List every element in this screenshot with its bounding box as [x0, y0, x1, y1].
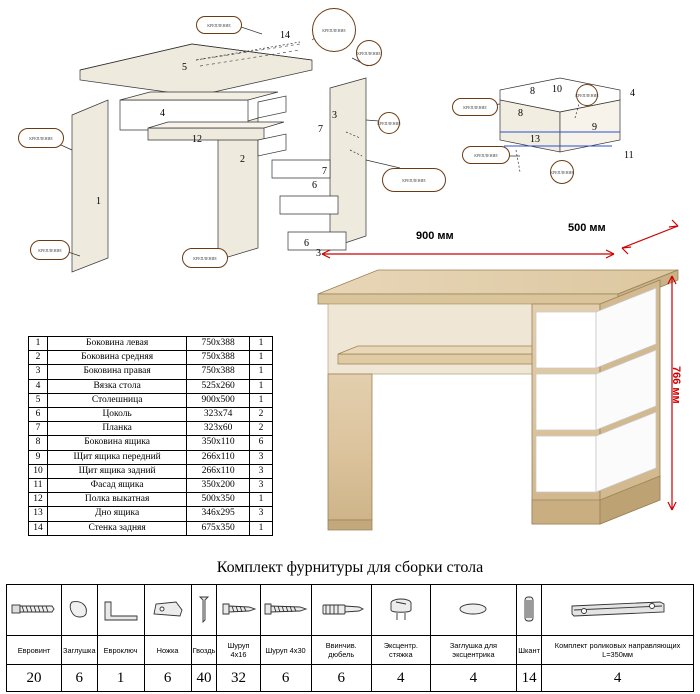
wood-dowel-icon	[517, 585, 542, 636]
part-qty: 3	[250, 450, 273, 464]
kit-title: Комплект фурнитуры для сборки стола	[216, 559, 484, 576]
kit-item-name: Шуруп 4х16	[217, 636, 260, 665]
part-label-7: 7	[318, 124, 323, 135]
part-number: 7	[29, 422, 48, 436]
part-name: Вязка стола	[47, 379, 186, 393]
hardware-callout	[378, 112, 400, 134]
kit-item-qty: 40	[191, 665, 217, 692]
part-label-8b: 8	[530, 86, 535, 97]
part-size: 350х200	[187, 479, 250, 493]
cap-plug-icon	[62, 585, 98, 636]
part-qty: 1	[250, 365, 273, 379]
part-qty: 1	[250, 521, 273, 535]
part-size: 750х388	[187, 365, 250, 379]
kit-item-name: Евровинт	[7, 636, 62, 665]
callout-label: КРЕПЛЕНИЕ	[575, 92, 599, 98]
table-row	[29, 493, 273, 507]
table-row	[29, 521, 273, 535]
part-qty: 3	[250, 464, 273, 478]
part-label-9: 9	[592, 122, 597, 133]
part-qty: 6	[250, 436, 273, 450]
hardware-callout	[382, 168, 446, 192]
part-number: 8	[29, 436, 48, 450]
kit-item-name: Ввинчив. дюбель	[311, 636, 371, 665]
table-row	[29, 479, 273, 493]
kit-item-name: Гвоздь	[191, 636, 217, 665]
kit-names-row	[7, 636, 694, 665]
part-label-6b: 6	[304, 238, 309, 249]
cam-lock-icon	[371, 585, 430, 636]
kit-item-qty: 6	[144, 665, 191, 692]
part-number: 1	[29, 337, 48, 351]
part-size: 750х388	[187, 351, 250, 365]
callout-label: КРЕПЛЕНИЕ	[193, 255, 217, 261]
callout-label: КРЕПЛЕНИЕ	[377, 120, 401, 126]
part-name: Щит ящика задний	[47, 464, 186, 478]
kit-item-name: Шкант	[517, 636, 542, 665]
callout-label: КРЕПЛЕНИЕ	[322, 27, 346, 33]
callout-label: КРЕПЛЕНИЕ	[402, 177, 426, 183]
part-name: Цоколь	[47, 408, 186, 422]
dowel-icon	[311, 585, 371, 636]
table-row	[29, 507, 273, 521]
screw-4x30-icon	[260, 585, 311, 636]
hardware-callout	[356, 40, 382, 66]
table-row	[29, 464, 273, 478]
kit-item-name: Ножка	[144, 636, 191, 665]
part-name: Полка выкатная	[47, 493, 186, 507]
part-qty: 1	[250, 337, 273, 351]
foot-icon	[144, 585, 191, 636]
kit-item-qty: 4	[542, 665, 694, 692]
part-qty: 2	[250, 408, 273, 422]
part-label-14: 14	[280, 30, 290, 41]
parts-table	[28, 336, 273, 536]
part-size: 675х350	[187, 521, 250, 535]
part-name: Столешница	[47, 393, 186, 407]
part-label-5: 5	[182, 62, 187, 73]
dimension-width: 900 мм	[416, 230, 454, 242]
part-label-11: 11	[624, 150, 634, 161]
part-number: 12	[29, 493, 48, 507]
hardware-callout	[550, 160, 574, 184]
part-qty: 1	[250, 379, 273, 393]
kit-item-name: Евроключ	[97, 636, 144, 665]
part-label-7b: 7	[322, 166, 327, 177]
part-qty: 3	[250, 479, 273, 493]
table-row	[29, 365, 273, 379]
kit-item-name: Заглушка	[62, 636, 98, 665]
part-label-3: 3	[332, 110, 337, 121]
callout-label: КРЕПЛЕНИЕ	[207, 22, 231, 28]
part-number: 10	[29, 464, 48, 478]
hardware-callout	[462, 146, 510, 164]
part-label-12: 12	[192, 134, 202, 145]
euro-screw-icon	[7, 585, 62, 636]
table-row	[29, 422, 273, 436]
hardware-kit-table	[6, 584, 694, 692]
table-row	[29, 436, 273, 450]
kit-item-qty: 1	[97, 665, 144, 692]
kit-item-qty: 6	[311, 665, 371, 692]
part-qty: 2	[250, 422, 273, 436]
callout-label: КРЕПЛЕНИЕ	[38, 247, 62, 253]
part-number: 9	[29, 450, 48, 464]
part-number: 14	[29, 521, 48, 535]
part-name: Щит ящика передний	[47, 450, 186, 464]
part-number: 6	[29, 408, 48, 422]
part-size: 350х110	[187, 436, 250, 450]
part-size: 525х260	[187, 379, 250, 393]
part-size: 323х74	[187, 408, 250, 422]
part-label-6: 6	[312, 180, 317, 191]
part-label-8: 8	[518, 108, 523, 119]
kit-icons-row	[7, 585, 694, 636]
kit-item-qty: 4	[371, 665, 430, 692]
part-label-10: 10	[552, 84, 562, 95]
callout-label: КРЕПЛЕНИЕ	[550, 169, 574, 175]
kit-item-qty: 6	[62, 665, 98, 692]
drawer-slide-icon	[542, 585, 694, 636]
table-row	[29, 351, 273, 365]
hardware-callout	[576, 84, 598, 106]
part-qty: 3	[250, 507, 273, 521]
callout-label: КРЕПЛЕНИЕ	[463, 104, 487, 110]
kit-item-name: Эксцентр. стяжка	[371, 636, 430, 665]
part-qty: 1	[250, 351, 273, 365]
dimension-depth: 500 мм	[568, 222, 606, 234]
table-row	[29, 337, 273, 351]
callout-label: КРЕПЛЕНИЕ	[357, 50, 381, 56]
part-qty: 1	[250, 393, 273, 407]
table-row	[29, 408, 273, 422]
part-name: Стенка задняя	[47, 521, 186, 535]
part-label-4r: 4	[630, 88, 635, 99]
desk-render	[300, 222, 682, 552]
part-number: 5	[29, 393, 48, 407]
part-size: 900х500	[187, 393, 250, 407]
hardware-callout	[18, 128, 64, 148]
table-row	[29, 379, 273, 393]
part-label-1: 1	[96, 196, 101, 207]
part-size: 266х110	[187, 450, 250, 464]
part-name: Боковина ящика	[47, 436, 186, 450]
part-label-13: 13	[530, 134, 540, 145]
kit-item-name: Заглушка для эксцентрика	[430, 636, 516, 665]
part-number: 4	[29, 379, 48, 393]
kit-item-qty: 14	[517, 665, 542, 692]
part-number: 2	[29, 351, 48, 365]
part-size: 323х60	[187, 422, 250, 436]
kit-item-qty: 6	[260, 665, 311, 692]
part-number: 11	[29, 479, 48, 493]
table-row	[29, 450, 273, 464]
part-number: 13	[29, 507, 48, 521]
kit-item-name: Шуруп 4х30	[260, 636, 311, 665]
cam-cover-icon	[430, 585, 516, 636]
allen-key-icon	[97, 585, 144, 636]
kit-qty-row	[7, 665, 694, 692]
part-qty: 1	[250, 493, 273, 507]
part-name: Фасад ящика	[47, 479, 186, 493]
hardware-callout	[452, 98, 498, 116]
kit-item-qty: 20	[7, 665, 62, 692]
part-name: Боковина левая	[47, 337, 186, 351]
nail-icon	[191, 585, 217, 636]
kit-item-qty: 4	[430, 665, 516, 692]
part-name: Планка	[47, 422, 186, 436]
hardware-callout	[30, 240, 70, 260]
part-number: 3	[29, 365, 48, 379]
part-name: Боковина средняя	[47, 351, 186, 365]
callout-label: КРЕПЛЕНИЕ	[29, 135, 53, 141]
part-label-2: 2	[240, 154, 245, 165]
screw-4x16-icon	[217, 585, 260, 636]
part-label-4: 4	[160, 108, 165, 119]
callout-label: КРЕПЛЕНИЕ	[474, 152, 498, 158]
part-size: 346х295	[187, 507, 250, 521]
kit-item-qty: 32	[217, 665, 260, 692]
table-row	[29, 393, 273, 407]
kit-item-name: Комплект роликовых направляющих L=350мм	[542, 636, 694, 665]
part-name: Боковина правая	[47, 365, 186, 379]
hardware-callout	[312, 8, 356, 52]
part-label-3c: 3	[316, 248, 321, 259]
part-size: 500х350	[187, 493, 250, 507]
dimension-height: 766 мм	[670, 366, 682, 404]
hardware-callout	[196, 16, 242, 34]
part-size: 266х110	[187, 464, 250, 478]
hardware-callout	[182, 248, 228, 268]
part-size: 750х388	[187, 337, 250, 351]
part-name: Дно ящика	[47, 507, 186, 521]
